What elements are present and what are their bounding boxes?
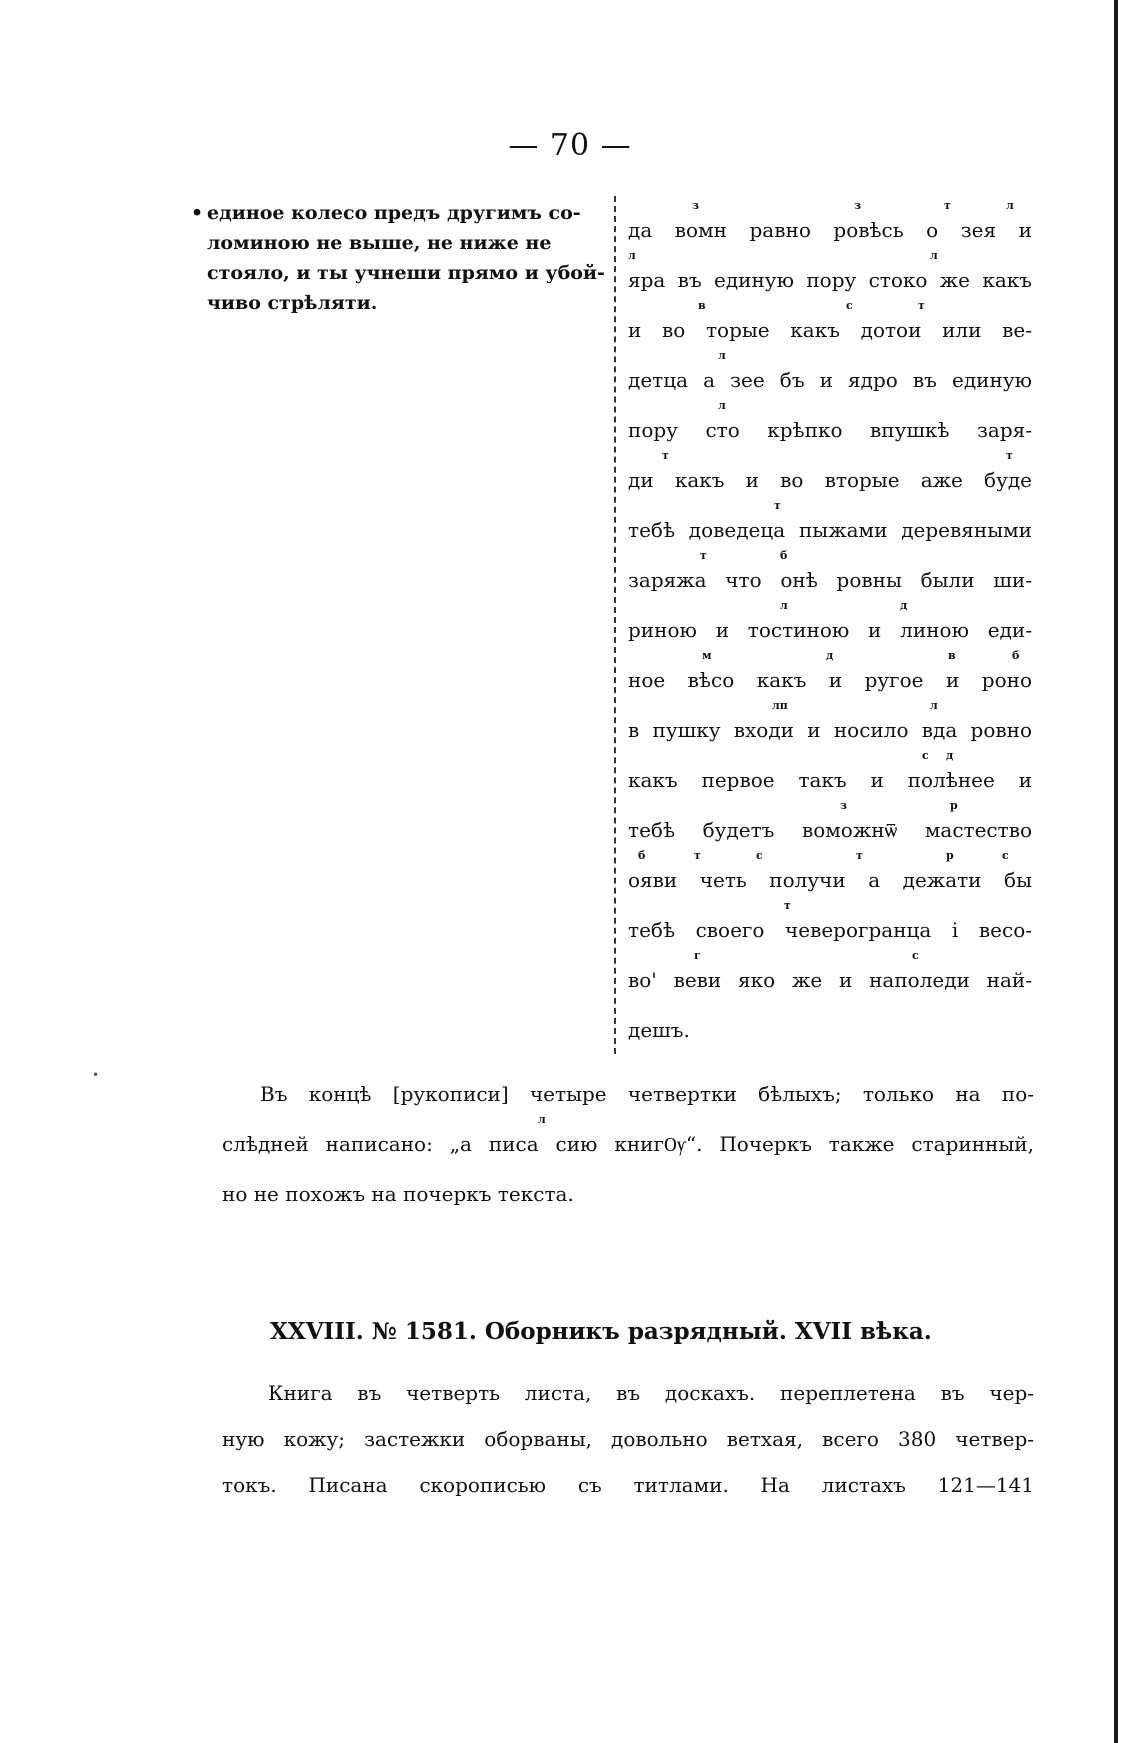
line-text: да вомн равно ровѣсь о зея и [628, 218, 1032, 242]
line-text: пору сто крѣпко впушкѣ заря- [628, 418, 1032, 442]
superscript-letter: р [950, 799, 958, 812]
superscript-letter: з [854, 199, 862, 212]
stray-mark: • [92, 1068, 100, 1082]
line-text: риною и тостиною и линою еди- [628, 618, 1032, 642]
superscript-letter: т [944, 199, 951, 212]
superscript-row [628, 348, 1032, 364]
superscript-letter: л [538, 1113, 546, 1126]
body-line: токъ. Писана скорописью съ титлами. На листахъ 121—141 [222, 1473, 1034, 1497]
superscript-letter: с [1002, 849, 1009, 862]
text-line [628, 698, 1032, 748]
text-line [628, 498, 1032, 548]
line-text: детца а зее бъ и ядро въ единую [628, 368, 1032, 392]
note-line: Въ концѣ [рукописи] четыре четвертки бѣлыхъ; только на по- [260, 1082, 1034, 1106]
superscript-letter: лп [772, 699, 788, 712]
text-line [628, 748, 1032, 798]
superscript-row [628, 748, 1032, 764]
line-text: заряжа что онѣ ровны были ши- [628, 568, 1032, 592]
superscript-letter: д [900, 599, 908, 612]
superscript-letter: т [694, 849, 701, 862]
text-line [628, 398, 1032, 448]
superscript-letter: с [846, 299, 853, 312]
superscript-letter: р [946, 849, 954, 862]
page-edge [1114, 0, 1118, 1743]
text-line [628, 348, 1032, 398]
superscript-row [628, 498, 1032, 514]
left-line: единое колесо предъ другимъ со- [207, 202, 581, 224]
text-line [628, 798, 1032, 848]
text-line [628, 448, 1032, 498]
right-column [628, 198, 1032, 1048]
line-text: и во торые какъ дотои или ве- [628, 318, 1032, 342]
superscript-letter: л [718, 349, 726, 362]
superscript-letter: т [700, 549, 707, 562]
line-text: яра въ единую пору стоко же какъ [628, 268, 1032, 292]
left-line: чиво стрѣляти. [207, 292, 378, 314]
line-text: какъ первое такъ и полѣнее и [628, 768, 1032, 792]
superscript-letter: т [784, 899, 791, 912]
superscript-row [628, 298, 1032, 314]
superscript-letter: т [918, 299, 925, 312]
line-text: ди какъ и во вторые аже буде [628, 468, 1032, 492]
text-line [628, 298, 1032, 348]
superscript-letter: б [780, 549, 788, 562]
superscript-letter: з [840, 799, 848, 812]
superscript-row [628, 948, 1032, 964]
left-line: стояло, и ты учнеши прямо и убой- [207, 262, 605, 284]
bullet-mark: • [191, 202, 204, 224]
superscript-row [628, 698, 1032, 714]
line-text: во' веви яко же и наполеди най- [628, 968, 1032, 992]
text-line [628, 598, 1032, 648]
line-text: тебѣ своего чеверогранца і весо- [628, 918, 1032, 942]
superscript-letter: л [930, 699, 938, 712]
left-column [191, 198, 607, 318]
superscript-row [628, 198, 1032, 214]
column-divider [614, 196, 616, 1054]
superscript-row [628, 548, 1032, 564]
text-line [628, 248, 1032, 298]
superscript-letter: л [930, 249, 938, 262]
section-heading: XXVIII. № 1581. Оборникъ разрядный. XVII вѣка. [270, 1318, 932, 1345]
superscript-letter: л [780, 599, 788, 612]
superscript-letter: г [694, 949, 701, 962]
superscript-letter: л [628, 249, 636, 262]
section-body [222, 1370, 1034, 1508]
superscript-letter: в [698, 299, 706, 312]
manuscript-note [222, 1062, 1034, 1212]
superscript-letter: б [1012, 649, 1020, 662]
superscript-letter: л [1006, 199, 1014, 212]
superscript-letter: м [702, 649, 712, 662]
superscript-letter: т [774, 499, 781, 512]
line-text: ное вѣсо какъ и ругое и роно [628, 668, 1032, 692]
superscript-letter: т [662, 449, 669, 462]
superscript-row [628, 648, 1032, 664]
superscript-letter: с [756, 849, 763, 862]
body-line: ную кожу; застежки оборваны, довольно ветхая, всего 380 четвер- [222, 1427, 1034, 1451]
superscript-letter: д [946, 749, 954, 762]
superscript-letter: д [826, 649, 834, 662]
superscript-letter: т [856, 849, 863, 862]
text-line [628, 198, 1032, 248]
note-line: слѣдней написано: „а писа сию книгѸ“. Почеркъ также старинный, [222, 1132, 1034, 1156]
text-line [628, 948, 1032, 998]
superscript-row [628, 398, 1032, 414]
note-line: но не похожъ на почеркъ текста. [222, 1182, 574, 1206]
line-text: ояви четь получи а дежати бы [628, 868, 1032, 892]
line-text: тебѣ доведеца пыжами деревяными [628, 518, 1032, 542]
text-line [628, 998, 1032, 1048]
superscript-row [628, 248, 1032, 264]
left-line: ломиною не выше, не ниже не [207, 232, 552, 254]
body-line: Книга въ четверть листа, въ доскахъ. переплетена въ чер- [268, 1381, 1034, 1405]
line-text: тебѣ будетъ воможнѿ мастество [628, 818, 1032, 842]
superscript-row [628, 998, 1032, 1014]
superscript-row [628, 848, 1032, 864]
superscript-letter: с [922, 749, 929, 762]
text-line [628, 898, 1032, 948]
superscript-letter: з [692, 199, 700, 212]
superscript-row [628, 598, 1032, 614]
text-line [628, 548, 1032, 598]
superscript-row [628, 898, 1032, 914]
superscript-letter: б [638, 849, 646, 862]
superscript-letter: в [948, 649, 956, 662]
text-line [628, 648, 1032, 698]
line-text: в пушку входи и носило вда ровно [628, 718, 1032, 742]
superscript-row [628, 798, 1032, 814]
superscript-letter: с [912, 949, 919, 962]
text-line [628, 848, 1032, 898]
page-number: — 70 — [508, 128, 632, 163]
line-text: дешъ. [628, 1018, 690, 1042]
superscript-letter: т [1006, 449, 1013, 462]
superscript-row [628, 448, 1032, 464]
superscript-letter: л [718, 399, 726, 412]
